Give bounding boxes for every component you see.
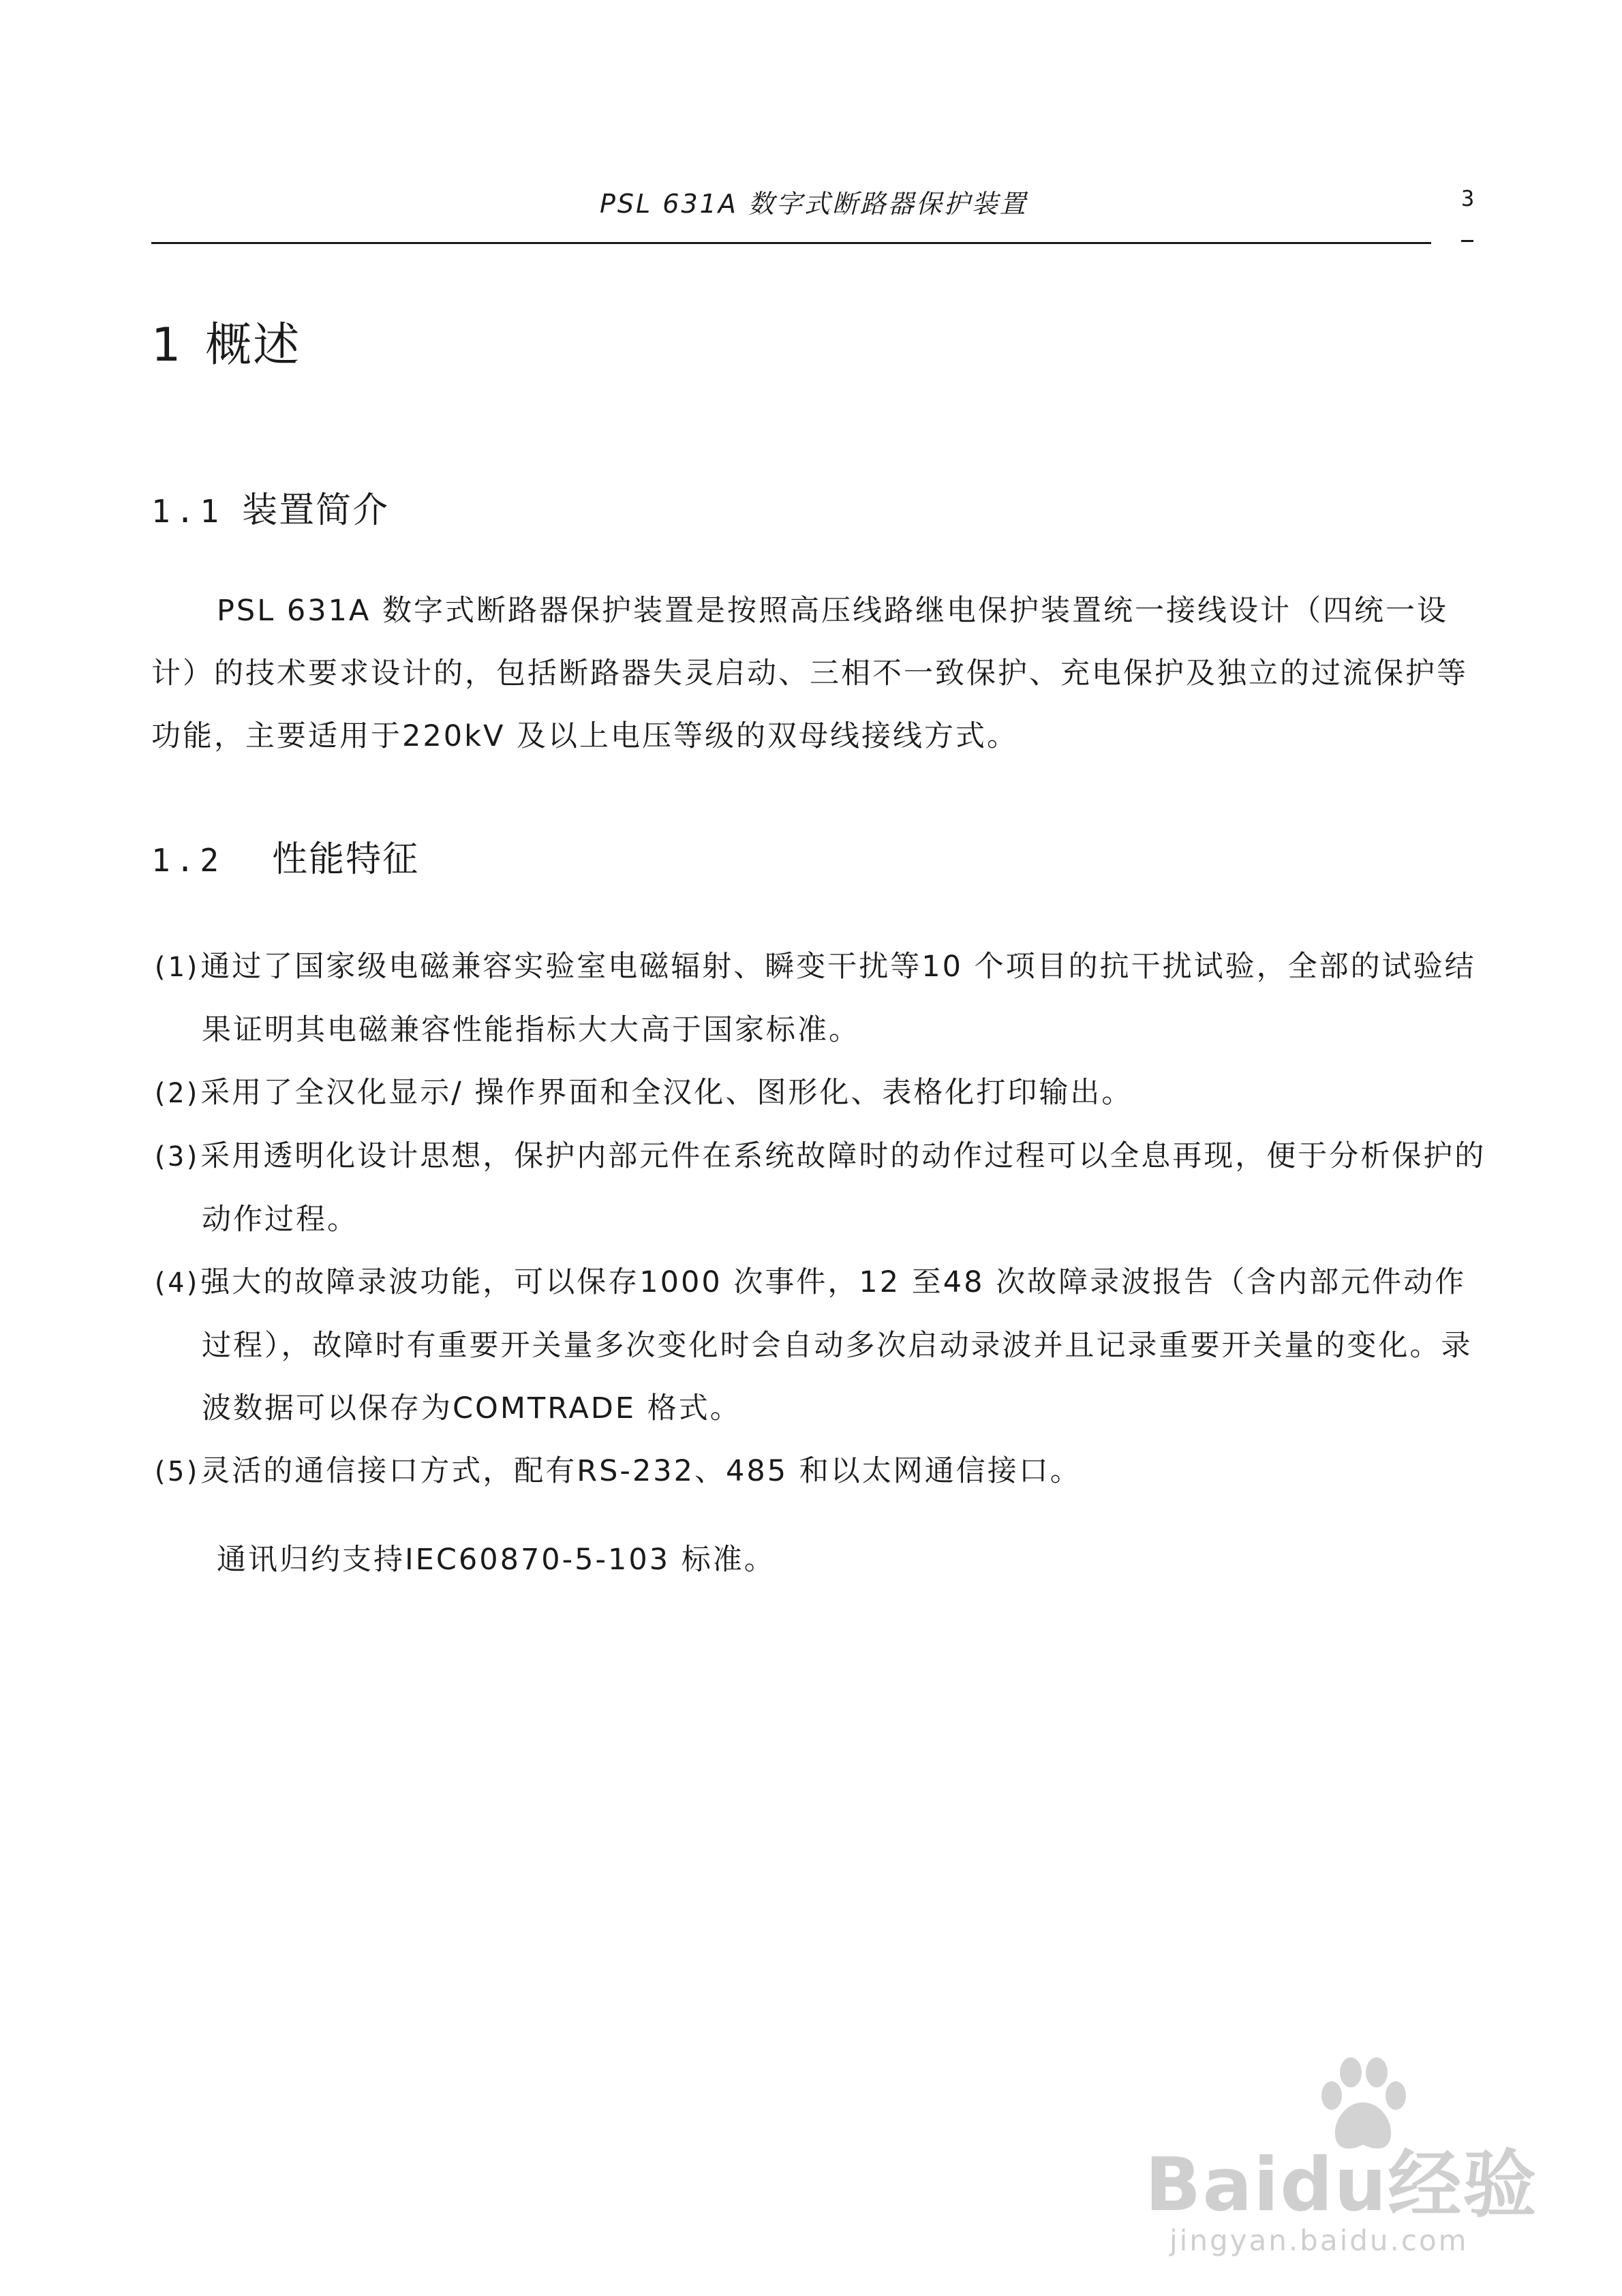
intro-paragraph: PSL 631A 数字式断路器保护装置是按照高压线路继电保护装置统一接线设计（四统一设计）的技术要求设计的，包括断路器失灵启动、三相不一致保护、充电保护及独立的过流保护等功能，主要适用于220kV 及以上电压等级的双母线接线方式。 — [151, 594, 1468, 753]
list-marker: (3) — [151, 1141, 201, 1173]
chapter-title — [151, 308, 301, 374]
page-number: 3 — [1461, 185, 1475, 211]
section-heading-1-1 — [151, 481, 389, 532]
section-heading-1-2 — [151, 830, 419, 881]
header-title: PSL 631A 数字式断路器保护装置 — [600, 189, 1028, 219]
section-number: 1.2 — [151, 842, 225, 879]
list-item-text: 采用透明化设计思想，保护内部元件在系统故障时的动作过程可以全息再现，便于分析保护的动作过程。 — [200, 1139, 1486, 1237]
watermark-domain: jingyan.baidu.com — [1169, 2224, 1469, 2257]
chapter-title-text: 概述 — [205, 318, 301, 372]
watermark-brand: Baidu经验 — [1145, 2143, 1538, 2228]
header-divider — [151, 242, 1431, 244]
list-marker: (1) — [151, 952, 201, 983]
section-number: 1.1 — [151, 493, 225, 530]
protocol-note: 通讯归约支持IEC60870-5-103 标准。 — [217, 1543, 776, 1577]
list-item — [151, 935, 1487, 1061]
section-title-text: 性能特征 — [272, 839, 420, 880]
baidu-watermark — [1145, 2045, 1540, 2263]
list-item-text: 强大的故障录波功能，可以保存1000 次事件，12 至48 次故障录波报告（含内部元件动作过程），故障时有重要开关量多次变化时会自动多次启动录波并且记录重要开关量的变化。录波数据可以保存为COMTRADE 格式。 — [200, 1265, 1473, 1425]
list-item-text: 通过了国家级电磁兼容实验室电磁辐射、瞬变干扰等10 个项目的抗干扰试验，全部的试验结果证明其电磁兼容性能指标大大高于国家标准。 — [200, 950, 1476, 1047]
list-item-text: 采用了全汉化显示/ 操作界面和全汉化、图形化、表格化打印输出。 — [200, 1076, 1133, 1110]
list-item — [151, 1125, 1487, 1251]
list-marker: (4) — [151, 1267, 201, 1299]
list-item-text: 灵活的通信接口方式，配有RS-232、485 和以太网通信接口。 — [200, 1454, 1082, 1488]
list-item — [151, 1061, 1487, 1125]
feature-list — [151, 935, 1487, 1503]
list-item — [151, 1440, 1487, 1503]
list-marker: (2) — [151, 1078, 201, 1109]
list-item — [151, 1251, 1487, 1440]
chapter-number: 1 — [151, 318, 183, 372]
page-number-dash — [1461, 240, 1473, 242]
section-title-text: 装置简介 — [242, 490, 390, 531]
list-marker: (5) — [151, 1456, 201, 1487]
